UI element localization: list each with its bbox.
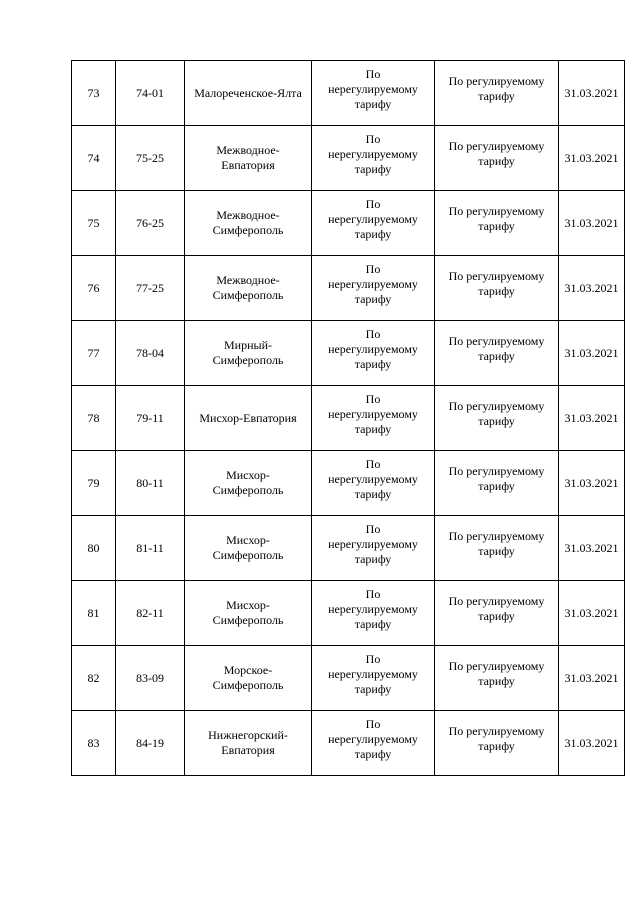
routes-table	[71, 60, 625, 776]
new-tariff-cell: По регулируемому тарифу	[435, 321, 559, 386]
current-tariff-cell: По нерегулируемому тарифу	[312, 126, 435, 191]
current-tariff-cell: По нерегулируемому тарифу	[312, 191, 435, 256]
table-row	[72, 516, 625, 581]
route-name-cell: Межводное- Симферополь	[185, 256, 312, 321]
route-number-cell: 74-01	[116, 61, 185, 126]
route-name-cell: Мисхор- Симферополь	[185, 451, 312, 516]
row-number-cell: 74	[72, 126, 116, 191]
table-row	[72, 256, 625, 321]
route-number-cell: 77-25	[116, 256, 185, 321]
date-cell: 31.03.2021	[559, 386, 625, 451]
row-number-cell: 80	[72, 516, 116, 581]
date-cell: 31.03.2021	[559, 516, 625, 581]
row-number-cell: 83	[72, 711, 116, 776]
table-row	[72, 581, 625, 646]
table-row	[72, 191, 625, 256]
new-tariff-cell: По регулируемому тарифу	[435, 126, 559, 191]
row-number-cell: 82	[72, 646, 116, 711]
current-tariff-cell: По нерегулируемому тарифу	[312, 581, 435, 646]
route-name-cell: Мисхор- Симферополь	[185, 516, 312, 581]
date-cell: 31.03.2021	[559, 321, 625, 386]
current-tariff-cell: По нерегулируемому тарифу	[312, 256, 435, 321]
new-tariff-cell: По регулируемому тарифу	[435, 581, 559, 646]
route-number-cell: 76-25	[116, 191, 185, 256]
new-tariff-cell: По регулируемому тарифу	[435, 61, 559, 126]
current-tariff-cell: По нерегулируемому тарифу	[312, 321, 435, 386]
route-name-cell: Малореченское-Ялта	[185, 61, 312, 126]
new-tariff-cell: По регулируемому тарифу	[435, 451, 559, 516]
route-name-cell: Межводное- Симферополь	[185, 191, 312, 256]
date-cell: 31.03.2021	[559, 711, 625, 776]
current-tariff-cell: По нерегулируемому тарифу	[312, 711, 435, 776]
table-body	[72, 61, 625, 776]
date-cell: 31.03.2021	[559, 256, 625, 321]
table-row	[72, 126, 625, 191]
route-number-cell: 82-11	[116, 581, 185, 646]
route-number-cell: 83-09	[116, 646, 185, 711]
row-number-cell: 79	[72, 451, 116, 516]
table-row	[72, 386, 625, 451]
date-cell: 31.03.2021	[559, 581, 625, 646]
row-number-cell: 75	[72, 191, 116, 256]
date-cell: 31.03.2021	[559, 61, 625, 126]
route-number-cell: 78-04	[116, 321, 185, 386]
date-cell: 31.03.2021	[559, 126, 625, 191]
table-row	[72, 321, 625, 386]
route-name-cell: Мисхор-Евпатория	[185, 386, 312, 451]
table-row	[72, 646, 625, 711]
route-name-cell: Морское- Симферополь	[185, 646, 312, 711]
current-tariff-cell: По нерегулируемому тарифу	[312, 386, 435, 451]
new-tariff-cell: По регулируемому тарифу	[435, 711, 559, 776]
current-tariff-cell: По нерегулируемому тарифу	[312, 516, 435, 581]
route-number-cell: 75-25	[116, 126, 185, 191]
row-number-cell: 77	[72, 321, 116, 386]
new-tariff-cell: По регулируемому тарифу	[435, 191, 559, 256]
new-tariff-cell: По регулируемому тарифу	[435, 516, 559, 581]
row-number-cell: 76	[72, 256, 116, 321]
table-row	[72, 711, 625, 776]
route-number-cell: 79-11	[116, 386, 185, 451]
row-number-cell: 73	[72, 61, 116, 126]
route-name-cell: Мирный- Симферополь	[185, 321, 312, 386]
new-tariff-cell: По регулируемому тарифу	[435, 256, 559, 321]
current-tariff-cell: По нерегулируемому тарифу	[312, 451, 435, 516]
date-cell: 31.03.2021	[559, 451, 625, 516]
row-number-cell: 81	[72, 581, 116, 646]
route-number-cell: 81-11	[116, 516, 185, 581]
current-tariff-cell: По нерегулируемому тарифу	[312, 646, 435, 711]
new-tariff-cell: По регулируемому тарифу	[435, 646, 559, 711]
table-row	[72, 451, 625, 516]
table-row	[72, 61, 625, 126]
row-number-cell: 78	[72, 386, 116, 451]
route-number-cell: 84-19	[116, 711, 185, 776]
route-name-cell: Мисхор- Симферополь	[185, 581, 312, 646]
route-name-cell: Межводное- Евпатория	[185, 126, 312, 191]
route-name-cell: Нижнегорский- Евпатория	[185, 711, 312, 776]
current-tariff-cell: По нерегулируемому тарифу	[312, 61, 435, 126]
date-cell: 31.03.2021	[559, 646, 625, 711]
route-number-cell: 80-11	[116, 451, 185, 516]
date-cell: 31.03.2021	[559, 191, 625, 256]
new-tariff-cell: По регулируемому тарифу	[435, 386, 559, 451]
